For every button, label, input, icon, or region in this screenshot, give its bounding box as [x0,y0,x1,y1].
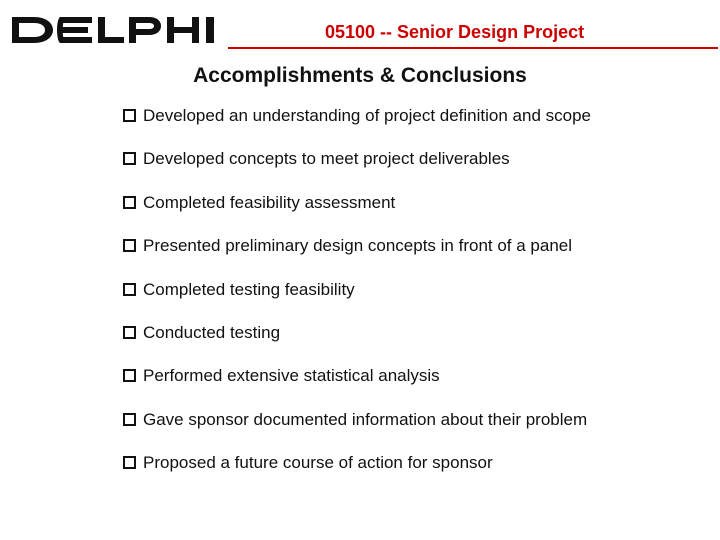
checkbox-square-icon [122,236,137,255]
bullet-text: Presented preliminary design concepts in front of a panel [143,236,573,256]
checkbox-square-icon [122,106,137,125]
bullet-item [122,193,591,236]
bullet-item [122,453,591,496]
project-title: 05100 -- Senior Design Project [325,22,585,42]
checkbox-square-icon [122,323,137,342]
checkbox-square-icon [122,149,137,168]
header-divider [228,47,718,49]
slide-heading: Accomplishments & Conclusions [193,64,527,87]
bullet-text: Conducted testing [143,322,281,342]
bullet-text: Performed extensive statistical analysis [143,366,440,386]
bullet-text: Developed concepts to meet project deliverables [143,149,510,169]
checkbox-square-icon [122,453,137,472]
bullet-list [122,106,591,497]
bullet-item [122,366,591,409]
bullet-item [122,280,591,323]
bullet-text: Gave sponsor documented information about their problem [143,409,588,429]
bullet-text: Completed testing feasibility [143,279,355,299]
bullet-text: Proposed a future course of action for sponsor [143,453,493,473]
checkbox-square-icon [122,366,137,385]
delphi-logo [10,14,225,46]
bullet-item [122,323,591,366]
bullet-item [122,410,591,453]
bullet-text: Completed feasibility assessment [143,192,396,212]
bullet-item [122,236,591,279]
delphi-logo-wordmark [10,14,225,46]
bullet-text: Developed an understanding of project definition and scope [143,106,591,125]
checkbox-square-icon [122,410,137,429]
checkbox-square-icon [122,280,137,299]
bullet-item [122,106,591,149]
checkbox-square-icon [122,193,137,212]
bullet-item [122,149,591,192]
